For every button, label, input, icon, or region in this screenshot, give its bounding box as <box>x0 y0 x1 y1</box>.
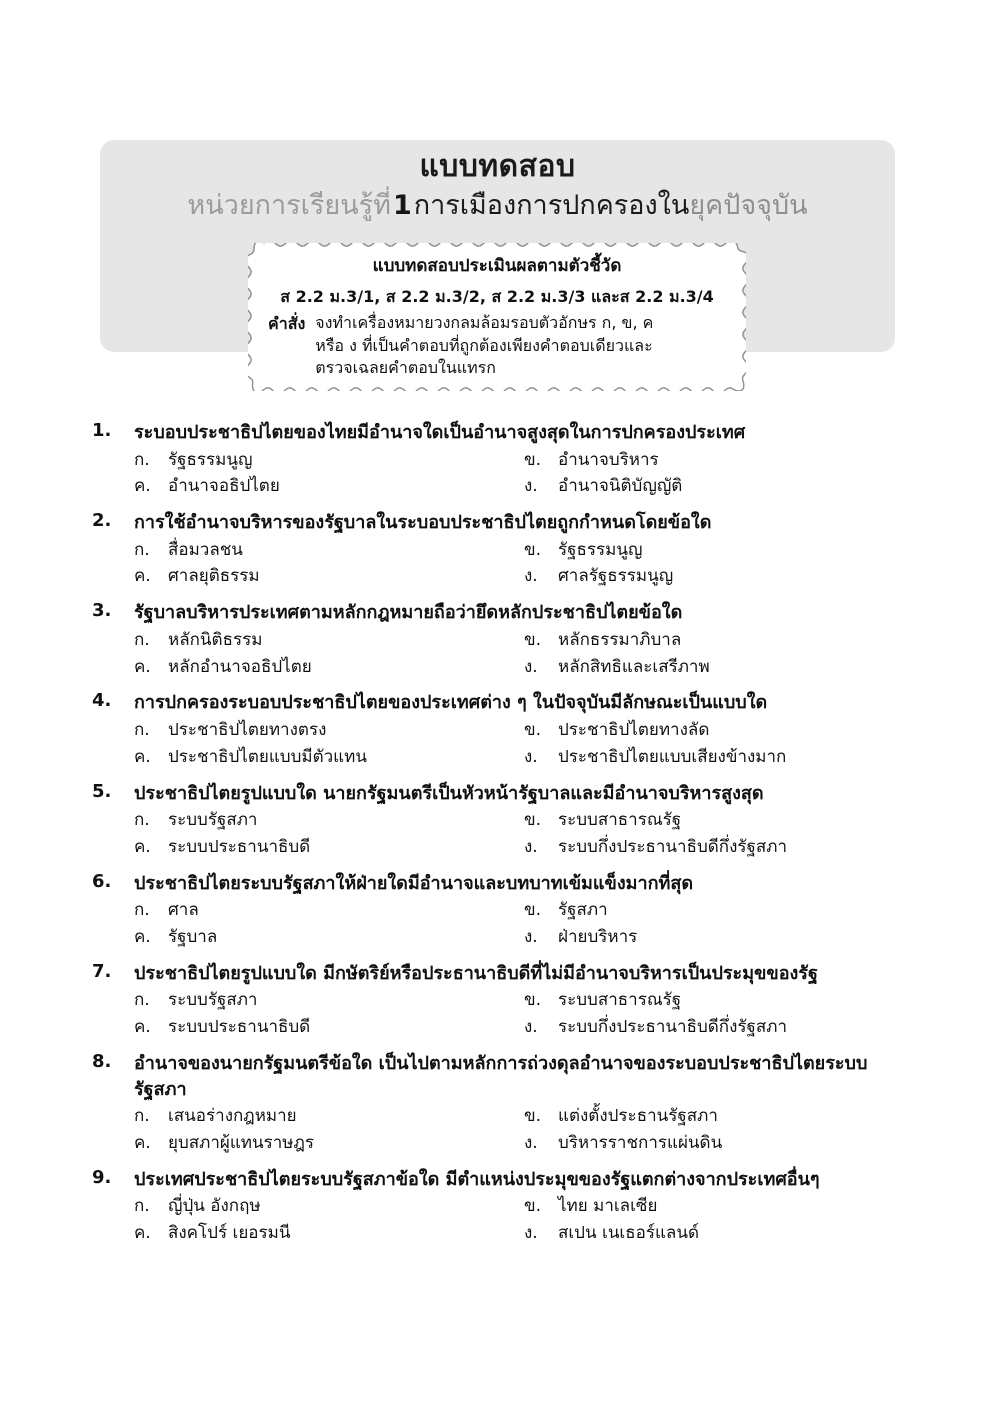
answer-option-b[interactable] <box>524 1195 932 1219</box>
answer-option-row <box>134 899 932 923</box>
question-stem <box>134 1167 932 1193</box>
question-stem-line: รัฐสภา <box>134 1078 187 1100</box>
answer-option-key: ข. <box>524 539 542 560</box>
answer-option-text: หลักสิทธิและเสรีภาพ <box>558 656 710 677</box>
answer-option-text: ยุบสภาผู้แทนราษฎร <box>168 1132 315 1153</box>
instruction-box <box>248 243 746 391</box>
unit-topic: การเมืองการปกครองใน <box>413 190 690 221</box>
question-stem-line: รัฐบาลบริหารประเทศตามหลักกฎหมายถือว่ายึดหลักประชาธิปไตยข้อใด <box>134 602 683 624</box>
command-line: ตรวจเฉลยคำตอบในแทรก <box>315 358 496 378</box>
answer-option-a[interactable] <box>134 809 524 833</box>
answer-option-d[interactable] <box>524 836 932 860</box>
answer-option-key: ง. <box>524 656 538 677</box>
answer-option-key: ก. <box>134 449 150 470</box>
answer-option-row <box>134 449 932 473</box>
question-item <box>0 961 992 1040</box>
answer-option-key: ข. <box>524 1106 542 1127</box>
answer-option-a[interactable] <box>134 899 524 923</box>
answer-option-row <box>134 475 932 499</box>
answer-option-c[interactable] <box>134 1132 524 1156</box>
answer-option-key: ง. <box>524 1223 538 1244</box>
answer-option-text: ระบบกึ่งประธานาธิบดีกึ่งรัฐสภา <box>558 836 788 857</box>
answer-option-b[interactable] <box>524 899 932 923</box>
answer-option-text: รัฐธรรมนูญ <box>558 539 643 560</box>
answer-option-key: ค. <box>134 927 151 948</box>
answer-option-a[interactable] <box>134 1195 524 1219</box>
question-stem-line: การปกครองระบอบประชาธิปไตยของประเทศต่าง ๆ ในปัจจุบันมีลักษณะเป็นแบบใด <box>134 692 768 714</box>
answer-option-d[interactable] <box>524 1132 932 1156</box>
answer-option-key: ข. <box>524 900 542 921</box>
answer-options <box>134 989 932 1040</box>
question-number: 3. <box>92 600 112 622</box>
answer-option-text: สิงคโปร์ เยอรมนี <box>168 1223 291 1244</box>
answer-option-key: ก. <box>134 1106 150 1127</box>
answer-option-row <box>134 926 932 950</box>
answer-option-a[interactable] <box>134 449 524 473</box>
answer-option-text: ประชาธิปไตยทางตรง <box>168 719 327 740</box>
answer-option-text: บริหารราชการแผ่นดิน <box>558 1132 723 1153</box>
answer-option-text: อำนาจอธิปไตย <box>168 476 280 497</box>
question-stem <box>134 510 932 536</box>
answer-option-key: ค. <box>134 1017 151 1038</box>
answer-option-d[interactable] <box>524 656 932 680</box>
answer-option-text: ประชาธิปไตยทางลัด <box>558 719 710 740</box>
answer-options <box>134 719 932 770</box>
answer-option-d[interactable] <box>524 1016 932 1040</box>
answer-option-key: ค. <box>134 836 151 857</box>
answer-option-text: สเปน เนเธอร์แลนด์ <box>558 1223 699 1244</box>
question-item <box>0 690 992 769</box>
answer-option-b[interactable] <box>524 809 932 833</box>
answer-option-text: ญี่ปุ่น อังกฤษ <box>168 1196 261 1217</box>
unit-subtitle <box>100 188 895 223</box>
answer-option-key: ก. <box>134 539 150 560</box>
question-stem <box>134 871 932 897</box>
answer-option-row <box>134 1105 932 1129</box>
answer-option-row <box>134 565 932 589</box>
question-stem <box>134 1051 932 1102</box>
question-stem-line: ประชาธิปไตยรูปแบบใด มีกษัตริย์หรือประธานาธิบดีที่ไม่มีอำนาจบริหารเป็นประมุขของรัฐ <box>134 962 818 984</box>
answer-option-text: รัฐธรรมนูญ <box>168 449 253 470</box>
answer-option-text: ระบบสาธารณรัฐ <box>558 810 682 831</box>
answer-options <box>134 1195 932 1246</box>
answer-option-d[interactable] <box>524 1222 932 1246</box>
command-line: หรือ ง ที่เป็นคำตอบที่ถูกต้องเพียงคำตอบเดียวและ <box>315 335 653 355</box>
answer-option-row <box>134 809 932 833</box>
answer-option-row <box>134 719 932 743</box>
question-stem-line: ประเทศประชาธิปไตยระบบรัฐสภาข้อใด มีตำแหน่งประมุขของรัฐแตกต่างจากประเทศอื่นๆ <box>134 1168 820 1190</box>
question-stem <box>134 420 932 446</box>
answer-option-key: ค. <box>134 1223 151 1244</box>
question-stem <box>134 690 932 716</box>
question-stem-line: การใช้อำนาจบริหารของรัฐบาลในระบอบประชาธิปไตยถูกกำหนดโดยข้อใด <box>134 512 712 534</box>
answer-option-c[interactable] <box>134 926 524 950</box>
answer-option-text: สื่อมวลชน <box>168 539 243 560</box>
answer-option-text: อำนาจบริหาร <box>558 449 659 470</box>
answer-option-text: อำนาจนิติบัญญัติ <box>558 476 683 497</box>
question-number: 7. <box>92 960 112 982</box>
answer-option-c[interactable] <box>134 1222 524 1246</box>
answer-option-key: ง. <box>524 927 538 948</box>
answer-option-key: ค. <box>134 476 151 497</box>
answer-option-text: หลักธรรมาภิบาล <box>558 629 682 650</box>
question-number: 8. <box>92 1050 112 1072</box>
answer-option-row <box>134 656 932 680</box>
answer-option-text: รัฐบาล <box>168 927 218 948</box>
answer-option-text: หลักนิติธรรม <box>168 629 263 650</box>
instruction-command <box>262 312 732 380</box>
question-item <box>0 781 992 860</box>
answer-option-key: ค. <box>134 1132 151 1153</box>
answer-option-text: ระบบรัฐสภา <box>168 990 258 1011</box>
question-stem <box>134 961 932 987</box>
answer-option-key: ง. <box>524 566 538 587</box>
answer-option-text: ไทย มาเลเซีย <box>558 1196 658 1217</box>
answer-option-a[interactable] <box>134 989 524 1013</box>
answer-option-row <box>134 539 932 563</box>
answer-options <box>134 629 932 680</box>
answer-option-key: ค. <box>134 566 151 587</box>
answer-option-row <box>134 1222 932 1246</box>
answer-options <box>134 1105 932 1156</box>
answer-option-row <box>134 989 932 1013</box>
answer-option-key: ข. <box>524 810 542 831</box>
answer-option-text: เสนอร่างกฎหมาย <box>168 1106 297 1127</box>
answer-option-key: ข. <box>524 1196 542 1217</box>
question-item <box>0 510 992 589</box>
answer-option-key: ก. <box>134 900 150 921</box>
question-item <box>0 871 992 950</box>
answer-option-text: ระบบกึ่งประธานาธิบดีกึ่งรัฐสภา <box>558 1017 788 1038</box>
question-number: 5. <box>92 780 112 802</box>
answer-option-c[interactable] <box>134 746 524 770</box>
answer-option-row <box>134 746 932 770</box>
answer-option-text: ระบบสาธารณรัฐ <box>558 990 682 1011</box>
instruction-standards: ส 2.2 ม.3/1, ส 2.2 ม.3/2, ส 2.2 ม.3/3 และส 2.2 ม.3/4 <box>280 286 714 306</box>
answer-option-d[interactable] <box>524 475 932 499</box>
answer-option-key: ก. <box>134 810 150 831</box>
page-title: แบบทดสอบ <box>419 149 576 184</box>
answer-option-row <box>134 629 932 653</box>
answer-option-key: ง. <box>524 746 538 767</box>
answer-option-key: ข. <box>524 990 542 1011</box>
question-item <box>0 600 992 679</box>
question-number: 4. <box>92 690 112 712</box>
answer-option-text: ระบบประธานาธิบดี <box>168 1017 311 1038</box>
answer-option-row <box>134 1195 932 1219</box>
answer-option-key: ก. <box>134 629 150 650</box>
answer-option-text: ศาลยุติธรรม <box>168 566 260 587</box>
answer-option-b[interactable] <box>524 719 932 743</box>
answer-option-d[interactable] <box>524 746 932 770</box>
answer-option-text: รัฐสภา <box>558 900 608 921</box>
unit-topic-tail: ยุคปัจจุบัน <box>689 190 808 221</box>
answer-option-key: ง. <box>524 476 538 497</box>
unit-number: 1 <box>392 190 412 221</box>
answer-option-a[interactable] <box>134 629 524 653</box>
question-item <box>0 420 992 499</box>
question-stem-line: ประชาธิปไตยรูปแบบใด นายกรัฐมนตรีเป็นหัวหน้ารัฐบาลและมีอำนาจบริหารสูงสุด <box>134 782 764 804</box>
question-list <box>0 420 992 1257</box>
answer-option-text: แต่งตั้งประธานรัฐสภา <box>558 1106 718 1127</box>
command-label: คำสั่ง <box>268 313 306 333</box>
answer-option-row <box>134 836 932 860</box>
answer-option-row <box>134 1016 932 1040</box>
command-line: จงทำเครื่องหมายวงกลมล้อมรอบตัวอักษร ก, ข, ค <box>315 312 654 332</box>
question-item <box>0 1167 992 1246</box>
answer-option-c[interactable] <box>134 475 524 499</box>
command-body <box>315 312 732 380</box>
question-number: 6. <box>92 870 112 892</box>
answer-options <box>134 809 932 860</box>
answer-option-key: ค. <box>134 656 151 677</box>
answer-option-row <box>134 1132 932 1156</box>
answer-option-text: หลักอำนาจอธิปไตย <box>168 656 312 677</box>
answer-option-key: ง. <box>524 836 538 857</box>
answer-option-key: ข. <box>524 449 542 470</box>
answer-option-b[interactable] <box>524 449 932 473</box>
answer-option-key: ง. <box>524 1132 538 1153</box>
answer-options <box>134 899 932 950</box>
answer-option-text: ฝ่ายบริหาร <box>558 927 638 948</box>
answer-option-key: ข. <box>524 629 542 650</box>
answer-option-key: ข. <box>524 719 542 740</box>
question-number: 1. <box>92 420 112 441</box>
answer-option-key: ก. <box>134 719 150 740</box>
question-stem <box>134 600 932 626</box>
answer-option-text: ระบบรัฐสภา <box>168 810 258 831</box>
answer-option-a[interactable] <box>134 719 524 743</box>
answer-option-key: ก. <box>134 990 150 1011</box>
question-stem-line: อำนาจของนายกรัฐมนตรีข้อใด เป็นไปตามหลักการถ่วงดุลอำนาจของระบอบประชาธิปไตยระบบ <box>134 1052 868 1074</box>
answer-options <box>134 539 932 590</box>
question-stem <box>134 781 932 807</box>
answer-option-d[interactable] <box>524 565 932 589</box>
question-number: 2. <box>92 510 112 532</box>
question-item <box>0 1051 992 1156</box>
answer-option-c[interactable] <box>134 1016 524 1040</box>
answer-option-d[interactable] <box>524 926 932 950</box>
answer-option-c[interactable] <box>134 836 524 860</box>
answer-option-text: ศาลรัฐธรรมนูญ <box>558 566 674 587</box>
answer-option-text: ศาล <box>168 900 199 921</box>
answer-option-c[interactable] <box>134 656 524 680</box>
answer-option-text: ระบบประธานาธิบดี <box>168 836 311 857</box>
instruction-heading: แบบทดสอบประเมินผลตามตัวชี้วัด <box>372 256 622 276</box>
answer-option-key: ก. <box>134 1196 150 1217</box>
answer-option-b[interactable] <box>524 1105 932 1129</box>
answer-option-a[interactable] <box>134 1105 524 1129</box>
answer-option-b[interactable] <box>524 629 932 653</box>
answer-options <box>134 449 932 500</box>
answer-option-b[interactable] <box>524 989 932 1013</box>
unit-label: หน่วยการเรียนรู้ที่ <box>187 190 391 221</box>
answer-option-b[interactable] <box>524 539 932 563</box>
answer-option-text: ประชาธิปไตยแบบเสียงข้างมาก <box>558 746 787 767</box>
question-stem-line: ประชาธิปไตยระบบรัฐสภาให้ฝ่ายใดมีอำนาจและบทบาทเข้มแข็งมากที่สุด <box>134 872 694 894</box>
question-stem-line: ระบอบประชาธิปไตยของไทยมีอำนาจใดเป็นอำนาจสูงสุดในการปกครองประเทศ <box>134 422 746 443</box>
question-number: 9. <box>92 1166 112 1188</box>
answer-option-text: ประชาธิปไตยแบบมีตัวแทน <box>168 746 367 767</box>
answer-option-key: ค. <box>134 746 151 767</box>
answer-option-key: ง. <box>524 1017 538 1038</box>
answer-option-c[interactable] <box>134 565 524 589</box>
answer-option-a[interactable] <box>134 539 524 563</box>
